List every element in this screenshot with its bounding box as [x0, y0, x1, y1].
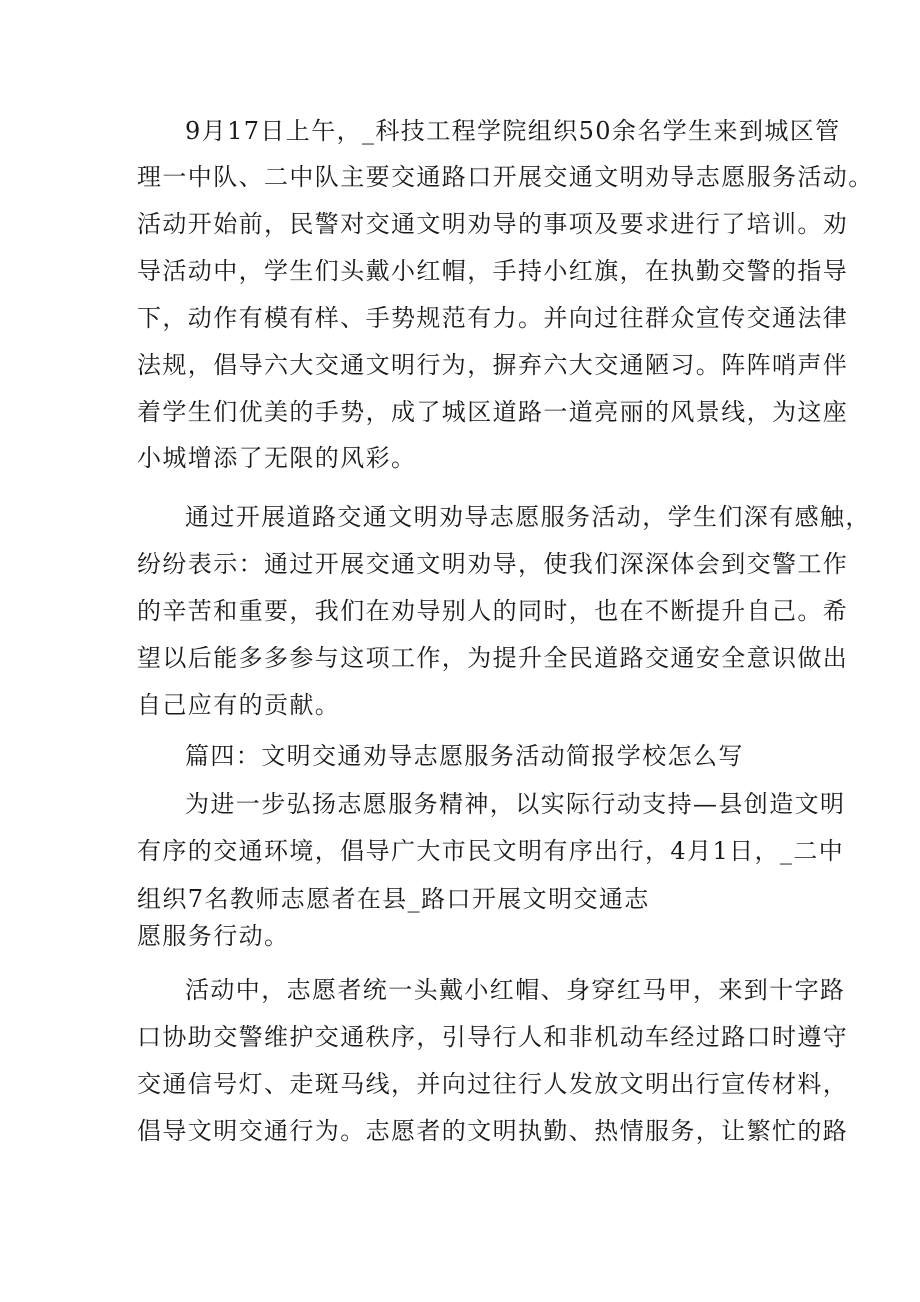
text-line: 望以后能多多参与这项工作，为提升全民道路交通安全意识做出	[137, 644, 849, 672]
text-line: 理一中队、二中队主要交通路口开展交通文明劝导志愿服务活动。	[137, 163, 874, 191]
text-line: 倡导文明交通行为。志愿者的文明执勤、热情服务，让繁忙的路	[137, 1117, 849, 1145]
section-heading: 篇四：文明交通劝导志愿服务活动简报学校怎么写	[185, 742, 744, 770]
text-line: 组织7名教师志愿者在县_路口开展文明交通志	[137, 885, 650, 913]
text-line: 小城增添了无限的风彩。	[137, 444, 417, 472]
text-line: 着学生们优美的手势，成了城区道路一道亮丽的风景线，为这座	[137, 398, 849, 426]
text-line: 有序的交通环境，倡导广大市民文明有序出行，4月1日，_二中	[137, 837, 845, 865]
text-line: 为进一步弘扬志愿服务精神，以实际行动支持—县创造文明	[185, 790, 846, 818]
text-line: 通过开展道路交通文明劝导志愿服务活动，学生们深有感触，	[185, 503, 871, 531]
text-line: 的辛苦和重要，我们在劝导别人的同时，也在不断提升自己。希	[137, 597, 849, 625]
text-line: 活动中，志愿者统一头戴小红帽、身穿红马甲，来到十字路	[185, 976, 846, 1004]
text-line: 自己应有的贡献。	[137, 691, 341, 719]
text-line: 口协助交警维护交通秩序，引导行人和非机动车经过路口时遵守	[137, 1023, 849, 1051]
text-line: 法规，倡导六大交通文明行为，摒弃六大交通陋习。阵阵哨声伴	[137, 351, 849, 379]
text-line: 9月17日上午，_科技工程学院组织50余名学生来到城区管	[185, 117, 841, 145]
text-line: 纷纷表示：通过开展交通文明劝导，使我们深深体会到交警工作	[137, 550, 849, 578]
text-line: 愿服务行动。	[137, 922, 290, 950]
text-line: 活动开始前，民警对交通文明劝导的事项及要求进行了培训。劝	[137, 210, 849, 238]
text-line: 导活动中，学生们头戴小红帽，手持小红旗，在执勤交警的指导	[137, 257, 849, 285]
text-line: 交通信号灯、走斑马线，并向过往行人发放文明出行宣传材料，	[137, 1070, 849, 1098]
text-line: 下，动作有模有样、手势规范有力。并向过往群众宣传交通法律	[137, 304, 849, 332]
